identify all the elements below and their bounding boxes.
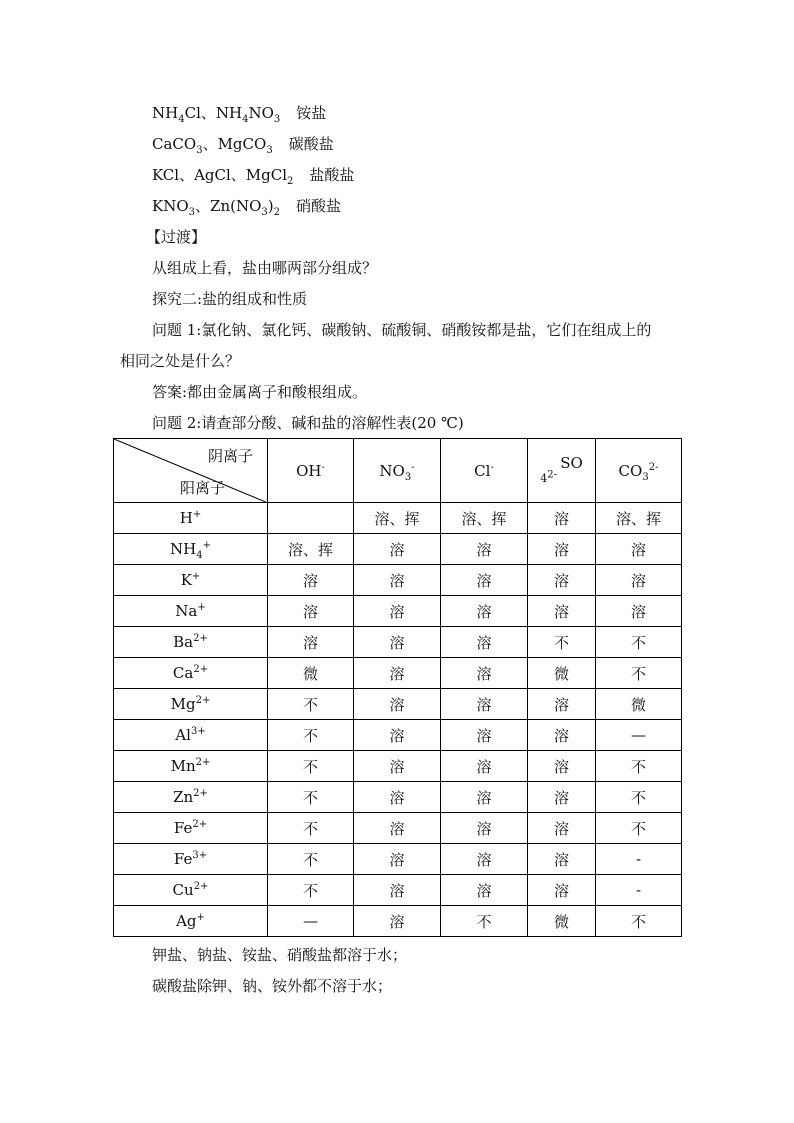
solubility-cell: 溶 (441, 720, 528, 751)
cation-cell: $Zn^{2+}$ (114, 782, 268, 813)
formula: KCl、AgCl、MgCl$_2$ (152, 166, 294, 187)
solubility-cell: 溶 (354, 906, 441, 937)
cation-cell: $Ca^{2+}$ (114, 658, 268, 689)
solubility-cell: 溶 (354, 813, 441, 844)
table-row (114, 503, 682, 534)
solubility-cell: 不 (528, 627, 596, 658)
solubility-cell: 溶 (441, 565, 528, 596)
solubility-cell: 溶 (528, 534, 596, 565)
formula: CaCO$_3$、MgCO$_3$ (152, 135, 273, 156)
solubility-cell: 溶 (528, 844, 596, 875)
solubility-cell: 不 (596, 813, 682, 844)
solubility-cell: 溶 (528, 875, 596, 906)
solubility-cell: 不 (596, 782, 682, 813)
solubility-cell: 溶 (528, 689, 596, 720)
solubility-cell: 溶 (354, 565, 441, 596)
cation-cell: K+ (114, 565, 268, 596)
question-1-line-1: 问题 1:氯化钠、氯化钙、碳酸钠、硫酸铜、硝酸铵都是盐，它们在组成上的 (152, 321, 652, 339)
cation-cell: $Fe^{3+}$ (114, 844, 268, 875)
solubility-cell: 溶 (354, 596, 441, 627)
formula: $KNO_3$、$Zn(NO_3)_2$ (152, 197, 280, 218)
solubility-table (113, 438, 682, 937)
solubility-cell: 溶 (528, 503, 596, 534)
cation-cell: $Mg^{2+}$ (114, 689, 268, 720)
inquiry-title: 探究二:盐的组成和性质 (152, 290, 308, 308)
chloride-salt-line (152, 165, 354, 185)
formula: $NH_4Cl$、$NH_4NO_3$ (152, 104, 281, 125)
solubility-cell: 微 (596, 689, 682, 720)
table-row (114, 658, 682, 689)
table-row (114, 689, 682, 720)
conclusion-1: 钾盐、钠盐、铵盐、硝酸盐都溶于水； (152, 946, 408, 964)
solubility-cell: 不 (596, 658, 682, 689)
solubility-cell: 溶、挥 (354, 503, 441, 534)
table-row (114, 534, 682, 565)
solubility-cell: 溶 (528, 596, 596, 627)
salt-category: 盐酸盐 (309, 166, 355, 184)
table-header-row (114, 439, 682, 503)
solubility-cell: 溶 (354, 782, 441, 813)
solubility-cell: 溶 (528, 813, 596, 844)
salt-category: 铵盐 (296, 104, 327, 122)
solubility-cell: 溶 (354, 720, 441, 751)
conclusion-2: 碳酸盐除钾、钠、铵外都不溶于水； (152, 977, 393, 995)
solubility-cell: 溶 (441, 813, 528, 844)
cation-cell: $Fe^{2+}$ (114, 813, 268, 844)
solubility-cell: 溶 (441, 627, 528, 658)
question-1-line-2: 相同之处是什么？ (120, 352, 241, 370)
solubility-cell: 溶 (441, 751, 528, 782)
so4-line-2: 4 (540, 471, 548, 485)
table-row (114, 565, 682, 596)
solubility-cell: - (596, 875, 682, 906)
salt-category: 硝酸盐 (295, 197, 341, 215)
solubility-cell: 溶 (354, 875, 441, 906)
ammonium-salt-line (152, 103, 326, 123)
anion-no3: $NO_3^-$ (354, 439, 441, 503)
solubility-cell: 溶 (441, 875, 528, 906)
table-row (114, 875, 682, 906)
anion-so4 (528, 439, 596, 503)
solubility-cell: 溶 (528, 751, 596, 782)
solubility-cell: 不 (268, 751, 354, 782)
solubility-cell: 溶 (528, 782, 596, 813)
solubility-cell: 溶 (528, 565, 596, 596)
solubility-cell: 微 (268, 658, 354, 689)
table-row (114, 782, 682, 813)
solubility-cell: 不 (268, 875, 354, 906)
cation-cell: H+ (114, 503, 268, 534)
diagonal-header-cell (114, 439, 268, 503)
cation-cell: $NH_4^+$ (114, 534, 268, 565)
anion-header: 阴离子 (207, 447, 253, 465)
table-row (114, 596, 682, 627)
solubility-cell: 溶 (441, 534, 528, 565)
so4-charge: 2- (547, 468, 557, 480)
table-row (114, 844, 682, 875)
anion-co3: $CO_3^{2-}$ (596, 439, 682, 503)
solubility-cell: 不 (596, 751, 682, 782)
anion-cl: Cl- (441, 439, 528, 503)
table-row (114, 813, 682, 844)
solubility-cell: 溶 (596, 565, 682, 596)
solubility-cell: 溶 (441, 596, 528, 627)
solubility-cell: 溶 (528, 720, 596, 751)
solubility-cell: 不 (268, 813, 354, 844)
solubility-cell: 溶 (596, 534, 682, 565)
solubility-cell: 溶 (441, 782, 528, 813)
so4-line-1: SO (560, 453, 583, 472)
cation-cell: $Ba^{2+}$ (114, 627, 268, 658)
solubility-cell: 微 (528, 906, 596, 937)
solubility-cell: — (596, 720, 682, 751)
solubility-cell: 不 (596, 906, 682, 937)
solubility-cell: 溶 (268, 627, 354, 658)
cation-cell: Na+ (114, 596, 268, 627)
solubility-cell: 溶 (354, 751, 441, 782)
question-2: 问题 2:请查部分酸、碱和盐的溶解性表(20 ℃) (152, 414, 464, 432)
solubility-cell: — (268, 906, 354, 937)
carbonate-salt-line (152, 134, 334, 154)
solubility-cell: 溶 (596, 596, 682, 627)
table-row (114, 720, 682, 751)
solubility-cell: 不 (441, 906, 528, 937)
table-row (114, 751, 682, 782)
table-row (114, 906, 682, 937)
solubility-cell: 溶、挥 (268, 534, 354, 565)
solubility-cell: 溶 (268, 565, 354, 596)
cation-cell: $Cu^{2+}$ (114, 875, 268, 906)
table-row (114, 627, 682, 658)
solubility-cell: 溶 (268, 596, 354, 627)
solubility-cell: 溶、挥 (596, 503, 682, 534)
intro-question: 从组成上看，盐由哪两部分组成？ (152, 259, 378, 277)
solubility-cell: 微 (528, 658, 596, 689)
solubility-cell: 溶、挥 (441, 503, 528, 534)
cation-header: 阳离子 (180, 479, 226, 497)
solubility-cell: 溶 (354, 658, 441, 689)
solubility-cell: 溶 (441, 844, 528, 875)
cation-cell: $Mn^{2+}$ (114, 751, 268, 782)
anion-oh: OH- (268, 439, 354, 503)
solubility-cell: 不 (268, 844, 354, 875)
solubility-cell: 不 (268, 720, 354, 751)
solubility-cell: 溶 (354, 627, 441, 658)
solubility-cell: 不 (268, 782, 354, 813)
solubility-cell: 溶 (354, 689, 441, 720)
salt-category: 碳酸盐 (288, 135, 334, 153)
transition-heading: 【过渡】 (146, 228, 207, 246)
solubility-cell: 溶 (354, 534, 441, 565)
nitrate-salt-line (152, 196, 341, 216)
solubility-cell (268, 503, 354, 534)
cation-cell: $Al^{3+}$ (114, 720, 268, 751)
solubility-cell: 溶 (354, 844, 441, 875)
solubility-cell: 不 (596, 627, 682, 658)
solubility-cell: - (596, 844, 682, 875)
solubility-cell: 不 (268, 689, 354, 720)
answer-1: 答案:都由金属离子和酸根组成。 (152, 383, 368, 401)
cation-cell: Ag+ (114, 906, 268, 937)
solubility-cell: 溶 (441, 689, 528, 720)
solubility-cell: 溶 (441, 658, 528, 689)
